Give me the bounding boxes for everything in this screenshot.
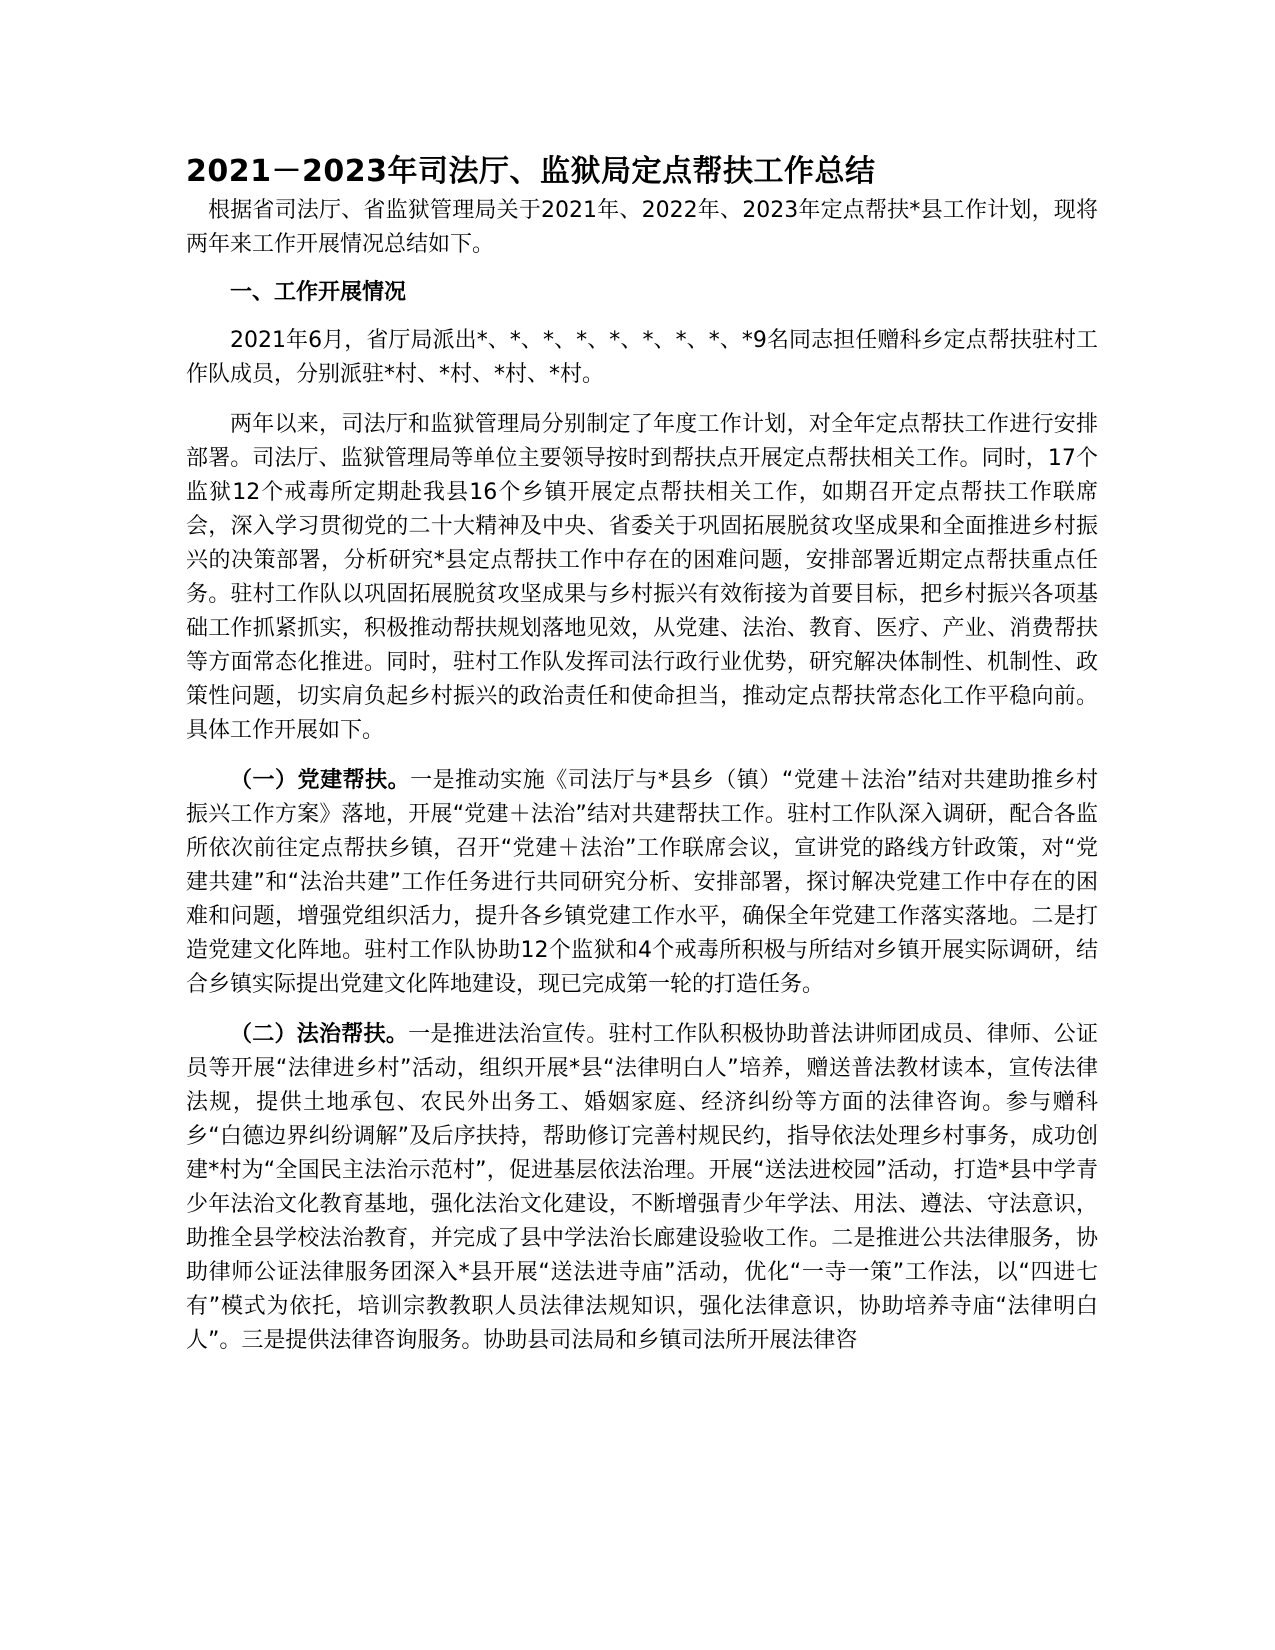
paragraph-overview: 两年以来，司法厅和监狱管理局分别制定了年度工作计划，对全年定点帮扶工作进行安排部署。司法厅、监狱管理局等单位主要领导按时到帮扶点开展定点帮扶相关工作。同时，17个监狱12个戒毒所定期赴我县16个乡镇开展定点帮扶相关工作，如期召开定点帮扶工作联席会，深入学习贯彻党的二十大精神及中央、省委关于巩固拓展脱贫攻坚成果和全面推进乡村振兴的决策部署，分析研究*县定点帮扶工作中存在的困难问题，安排部署近期定点帮扶重点任务。驻村工作队以巩固拓展脱贫攻坚成果与乡村振兴有效衔接为首要目标，把乡村振兴各项基础工作抓紧抓实，积极推动帮扶规划落地见效，从党建、法治、教育、医疗、产业、消费帮扶等方面常态化推进。同时，驻村工作队发挥司法行政行业优势，研究解决体制性、机制性、政策性问题，切实肩负起乡村振兴的政治责任和使命担当，推动定点帮扶常态化工作平稳向前。具体工作开展如下。: [186, 412, 1098, 743]
paragraph-rule-of-law: [186, 1018, 1098, 1358]
subsection-body-party-building: 一是推动实施《司法厅与*县乡（镇）“党建＋法治”结对共建助推乡村振兴工作方案》落地，开展“党建＋法治”结对共建帮扶工作。驻村工作队深入调研，配合各监所依次前往定点帮扶乡镇，召开“党建＋法治”工作联席会议，宣讲党的路线方针政策，对“党建共建”和“法治共建”工作任务进行共同研究分析、安排部署，探讨解决党建工作中存在的困难和问题，增强党组织活力，提升各乡镇党建工作水平，确保全年党建工作落实落地。二是打造党建文化阵地。驻村工作队协助12个监狱和4个戒毒所积极与所结对乡镇开展实际调研，结合乡镇实际提出党建文化阵地建设，现已完成第一轮的打造任务。: [186, 768, 1098, 997]
subsection-body-rule-of-law: 一是推进法治宣传。驻村工作队积极协助普法讲师团成员、律师、公证员等开展“法律进乡村”活动，组织开展*县“法律明白人”培养，赠送普法教材读本，宣传法律法规，提供土地承包、农民外出务工、婚姻家庭、经济纠纷等方面的法律咨询。参与赠科乡“白德边界纠纷调解”及后序扶持，帮助修订完善村规民约，指导依法处理乡村事务，成功创建*村为“全国民主法治示范村”，促进基层依法治理。开展“送法进校园”活动，打造*县中学青少年法治文化教育基地，强化法治文化建设，不断增强青少年学法、用法、遵法、守法意识，助推全县学校法治教育，并完成了县中学法治长廊建设验收工作。二是推进公共法律服务，协助律师公证法律服务团深入*县开展“送法进寺庙”活动，优化“一寺一策”工作法，以“四进七有”模式为依托，培训宗教教职人员法律法规知识，强化法律意识，协助培养寺庙“法律明白人”。三是提供法律咨询服务。协助县司法局和乡镇司法所开展法律咨: [186, 1022, 1098, 1353]
section-heading: 一、工作开展情况: [230, 280, 407, 305]
paragraph-party-building: [186, 764, 1098, 1002]
subsection-title-rule-of-law: （二）法治帮扶。: [230, 1022, 409, 1047]
intro-paragraph: 根据省司法厅、省监狱管理局关于2021年、2022年、2023年定点帮扶*县工作计划，现将两年来工作开展情况总结如下。: [186, 198, 1098, 257]
subsection-title-party-building: （一）党建帮扶。: [230, 768, 411, 793]
document-title: 2021－2023年司法厅、监狱局定点帮扶工作总结: [186, 154, 876, 189]
document-page: [186, 152, 1098, 1358]
paragraph-dispatch: 2021年6月，省厅局派出*、*、*、*、*、*、*、*、*9名同志担任赠科乡定点帮扶驻村工作队成员，分别派驻*村、*村、*村、*村。: [186, 328, 1098, 387]
